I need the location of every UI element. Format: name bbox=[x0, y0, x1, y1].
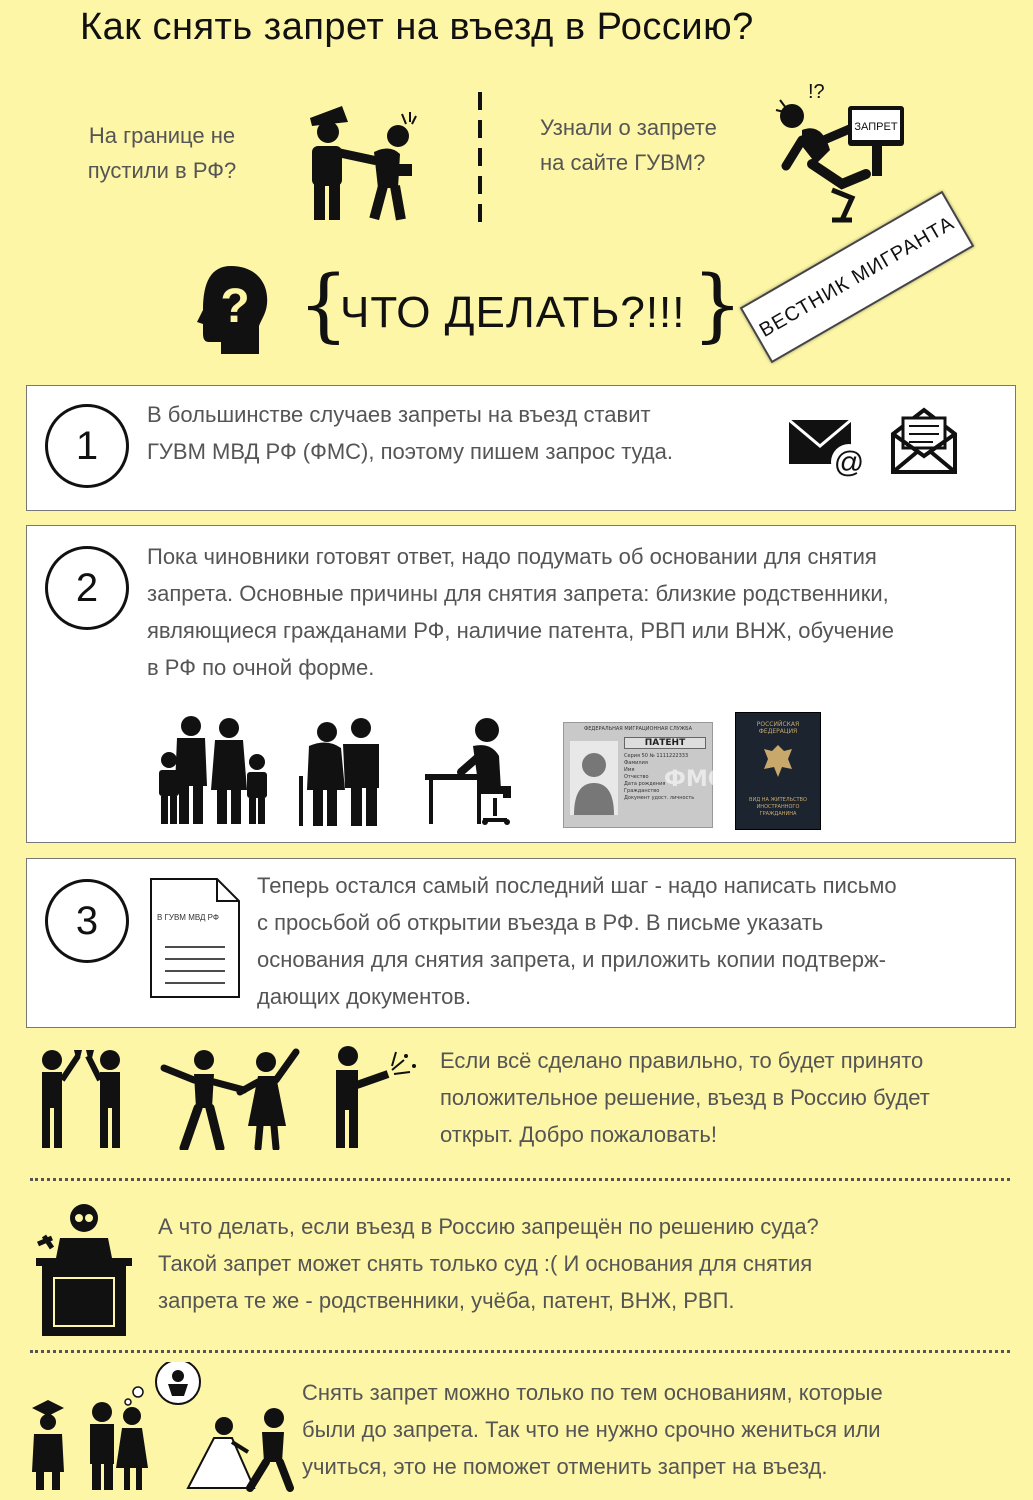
step-text bbox=[257, 867, 1007, 1015]
stamp-vestnik-migranta: ВЕСТНИК МИГРАНТА bbox=[740, 191, 975, 363]
patent-field: Имя bbox=[624, 767, 635, 773]
patent-field: Серия 50 № 1111222333 bbox=[624, 753, 689, 759]
success-text-line: положительное решение, въезд в Россию будет bbox=[440, 1085, 930, 1110]
svg-text:?: ? bbox=[220, 280, 250, 333]
alarm-text: !? bbox=[808, 81, 825, 103]
patent-document-image bbox=[563, 722, 724, 828]
patent-header: ФЕДЕРАЛЬНАЯ МИГРАЦИОННАЯ СЛУЖБА bbox=[583, 726, 693, 732]
patent-field: Гражданство bbox=[624, 788, 660, 794]
question-head-icon bbox=[193, 262, 273, 357]
shocked-at-computer-icon bbox=[772, 80, 912, 230]
court-text-line: запрета те же - родственники, учёба, патент, ВНЖ, РВП. bbox=[158, 1288, 735, 1313]
step-number: 1 bbox=[45, 404, 129, 488]
step-number: 2 bbox=[45, 546, 129, 630]
patent-photo bbox=[570, 741, 618, 815]
what-to-do-heading: ЧТО ДЕЛАТЬ?!!! bbox=[340, 288, 686, 337]
page-title: Как снять запрет на въезд в Россию? bbox=[80, 6, 754, 48]
step-text bbox=[147, 396, 787, 470]
student-at-desk-icon bbox=[421, 716, 531, 826]
step-text-line: В большинстве случаев запреты на въезд ставит bbox=[147, 402, 651, 427]
residence-permit-top-line: ФЕДЕРАЦИЯ bbox=[758, 728, 798, 735]
patent-field: Отчество bbox=[624, 774, 649, 780]
judge-icon bbox=[34, 1198, 134, 1338]
separator bbox=[30, 1350, 1010, 1353]
step-text-line: дающих документов. bbox=[257, 984, 472, 1009]
final-text-line: были до запрета. Так что не нужно срочно жениться или bbox=[302, 1417, 881, 1442]
svg-text:@: @ bbox=[833, 446, 865, 479]
separator bbox=[30, 1178, 1010, 1181]
residence-permit-bottom-line: ИНОСТРАННОГО bbox=[756, 804, 800, 810]
success-text-line: Если всё сделано правильно, то будет принято bbox=[440, 1048, 924, 1073]
question-border bbox=[82, 118, 242, 188]
step-text-line: Теперь остался самый последний шаг - надо написать письмо bbox=[257, 873, 897, 898]
final-text-line: Снять запрет можно только по тем основаниям, которые bbox=[302, 1380, 883, 1405]
open-envelope-icon bbox=[889, 404, 959, 476]
success-text bbox=[440, 1042, 1020, 1153]
success-text-line: открыт. Добро пожаловать! bbox=[440, 1122, 717, 1147]
celebration-icons bbox=[34, 1046, 424, 1150]
email-at-icon bbox=[787, 410, 872, 482]
question-website bbox=[540, 110, 760, 180]
step-number: 3 bbox=[45, 879, 129, 963]
elderly-couple-icon bbox=[295, 716, 387, 828]
document-letter-icon bbox=[149, 877, 241, 999]
final-text-line: учиться, это не поможет отменить запрет на въезд. bbox=[302, 1454, 828, 1479]
coat-of-arms-icon bbox=[762, 743, 794, 779]
step-text-line: в РФ по очной форме. bbox=[147, 655, 375, 680]
residence-permit-top-line: РОССИЙСКАЯ bbox=[756, 721, 800, 728]
question-website-line: на сайте ГУВМ? bbox=[540, 150, 706, 175]
patent-field: Документ удост. личность bbox=[624, 795, 695, 801]
patent-field: Фамилия bbox=[624, 760, 648, 766]
step-1-box bbox=[26, 385, 1016, 511]
court-text bbox=[158, 1208, 1008, 1319]
patent-field: Дата рождения bbox=[624, 781, 666, 787]
question-website-line: Узнали о запрете bbox=[540, 115, 717, 140]
brace-left: { bbox=[298, 258, 349, 351]
step-text-line: основания для снятия запрета, и приложить копии подтверж- bbox=[257, 947, 886, 972]
residence-permit-top bbox=[736, 721, 820, 735]
patent-title: ПАТЕНТ bbox=[624, 737, 706, 749]
divider bbox=[478, 92, 482, 222]
question-border-line: пустили в РФ? bbox=[87, 158, 237, 183]
life-events-icons bbox=[28, 1362, 298, 1492]
court-text-line: А что делать, если въезд в Россию запрещён по решению суда? bbox=[158, 1214, 819, 1239]
step-text-line: с просьбой об открытии въезда в РФ. В письме указать bbox=[257, 910, 824, 935]
step-2-box bbox=[26, 525, 1016, 843]
step-text-line: являющиеся гражданами РФ, наличие патента, РВП или ВНЖ, обучение bbox=[147, 618, 894, 643]
step-text-line: запрета. Основные причины для снятия запрета: близкие родственники, bbox=[147, 581, 889, 606]
final-text bbox=[302, 1374, 1012, 1485]
step-text-line: Пока чиновники готовят ответ, надо подумать об основании для снятия bbox=[147, 544, 877, 569]
document-addressee: В ГУВМ МВД РФ bbox=[157, 913, 219, 922]
residence-permit-bottom bbox=[736, 797, 820, 818]
question-border-line: На границе не bbox=[88, 123, 236, 148]
family-icon bbox=[155, 716, 271, 826]
step-text-line: ГУВМ МВД РФ (ФМС), поэтому пишем запрос туда. bbox=[147, 439, 673, 464]
police-deport-icon bbox=[290, 100, 425, 225]
step-text bbox=[147, 538, 1007, 686]
step-3-box bbox=[26, 858, 1016, 1028]
residence-permit-image bbox=[735, 712, 821, 830]
residence-permit-bottom-line: ГРАЖДАНИНА bbox=[759, 811, 797, 817]
patent-watermark: ФМС bbox=[664, 767, 724, 792]
court-text-line: Такой запрет может снять только суд :( И основания для снятия bbox=[158, 1251, 813, 1276]
residence-permit-bottom-line: ВИД НА ЖИТЕЛЬСТВО bbox=[749, 797, 807, 803]
screen-label: ЗАПРЕТ bbox=[854, 121, 898, 133]
brace-right: } bbox=[692, 258, 743, 351]
